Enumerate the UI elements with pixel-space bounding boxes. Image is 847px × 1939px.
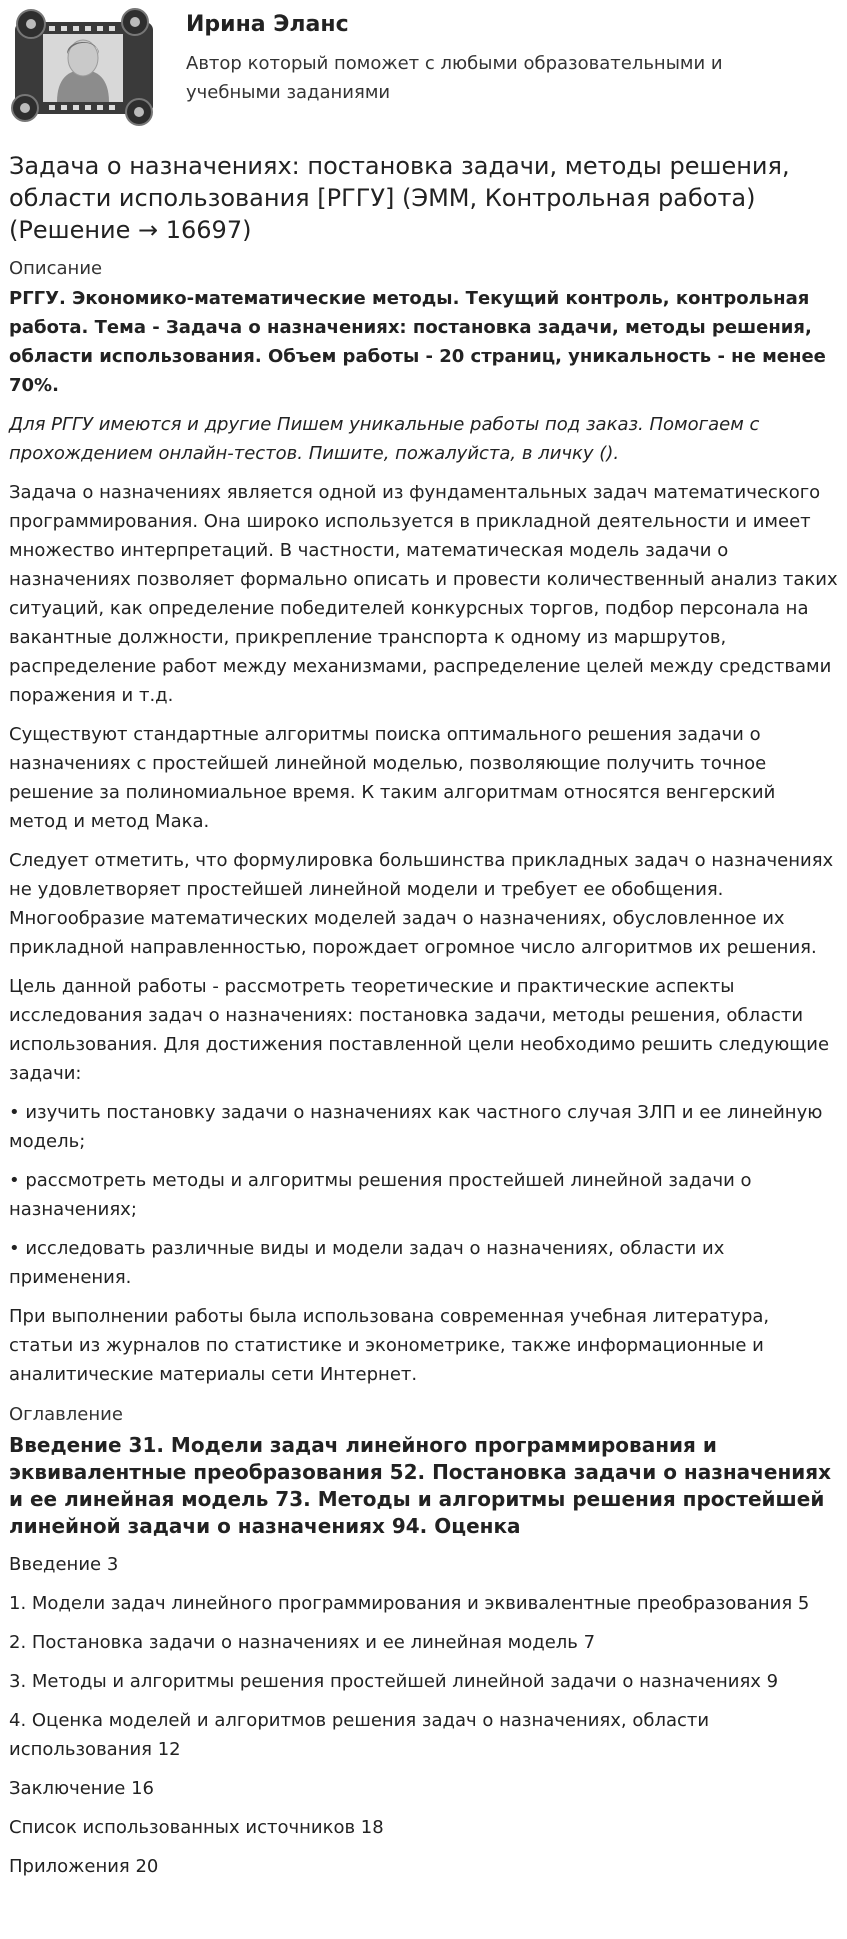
- author-name[interactable]: Ирина Эланс: [186, 12, 349, 37]
- toc-label: Оглавление: [9, 1404, 123, 1425]
- toc-heading: Введение 31. Модели задач линейного программирования и эквивалентные преобразования 52. Постановка задачи о назначениях и ее линейная модель 73. Методы и алгоритмы решения простейшей линейной задачи о назначениях 94. Оценка: [9, 1433, 832, 1538]
- description-lead: РГГУ. Экономико-математические методы. Текущий контроль, контрольная работа. Тема - Задача о назначениях: постановка задачи, методы решения, области использования. Объем работы - 20 страниц, уникальность - не менее 70%.: [9, 288, 826, 396]
- author-description: Автор который поможет с любыми образовательными и учебными заданиями: [186, 53, 723, 103]
- toc-item: 3. Методы и алгоритмы решения простейшей линейной задачи о назначениях 9: [9, 1671, 779, 1692]
- toc-item: Заключение 16: [9, 1778, 154, 1799]
- toc-item: 2. Постановка задачи о назначениях и ее линейная модель 7: [9, 1632, 596, 1653]
- author-card: [9, 0, 838, 138]
- work-title: Задача о назначениях: постановка задачи, методы решения, области использования [РГГУ] (ЭММ, Контрольная работа) (Решение → 16697): [9, 152, 790, 244]
- toc-item: Введение 3: [9, 1554, 119, 1575]
- author-avatar[interactable]: [9, 8, 157, 128]
- description-paragraph: При выполнении работы была использована современная учебная литература, статьи из журналов по статистике и эконометрике, также информационные и аналитические материалы сети Интернет.: [9, 1306, 770, 1385]
- description-paragraph: Существуют стандартные алгоритмы поиска оптимального решения задачи о назначениях с простейшей линейной моделью, позволяющие получить точное решение за полиномиальное время. К таким алгоритмам относятся венгерский метод и метод Мака.: [9, 724, 776, 832]
- toc-item: 4. Оценка моделей и алгоритмов решения задач о назначениях, области использования 12: [9, 1710, 710, 1760]
- description-paragraph: Цель данной работы - рассмотреть теоретические и практические аспекты исследования задач о назначениях: постановка задачи, методы решения, области использования. Для достижения поставленной цели необходимо решить следующие задачи:: [9, 976, 830, 1084]
- toc-item: Список использованных источников 18: [9, 1817, 384, 1838]
- avatar-photo-icon: [9, 8, 157, 128]
- description-paragraph: Следует отметить, что формулировка большинства прикладных задач о назначениях не удовлетворяет простейшей линейной модели и требует ее обобщения. Многообразие математических моделей задач о назначениях, обусловленное их прикладной направленностью, порождает огромное число алгоритмов их решения.: [9, 850, 834, 958]
- author-info: [186, 8, 786, 107]
- task-list-item: • исследовать различные виды и модели задач о назначениях, области их применения.: [9, 1238, 725, 1288]
- description-paragraph: Задача о назначениях является одной из фундаментальных задач математического программирования. Она широко используется в прикладной деятельности и имеет множество интерпретаций. В частности, математическая модель задачи о назначениях позволяет формально описать и провести количественный анализ таких ситуаций, как определение победителей конкурсных торгов, подбор персонала на вакантные должности, прикрепление транспорта к одному из маршрутов, распределение работ между механизмами, распределение целей между средствами поражения и т.д.: [9, 482, 838, 706]
- toc-item: Приложения 20: [9, 1856, 159, 1877]
- toc-item: 1. Модели задач линейного программирования и эквивалентные преобразования 5: [9, 1593, 810, 1614]
- description-label: Описание: [9, 258, 103, 279]
- description-note: Для РГГУ имеются и другие Пишем уникальные работы под заказ. Помогаем с прохождением онлайн-тестов. Пишите, пожалуйста, в личку ().: [9, 414, 760, 464]
- task-list-item: • изучить постановку задачи о назначениях как частного случая ЗЛП и ее линейную модель;: [9, 1102, 823, 1152]
- task-list-item: • рассмотреть методы и алгоритмы решения простейшей линейной задачи о назначениях;: [9, 1170, 752, 1220]
